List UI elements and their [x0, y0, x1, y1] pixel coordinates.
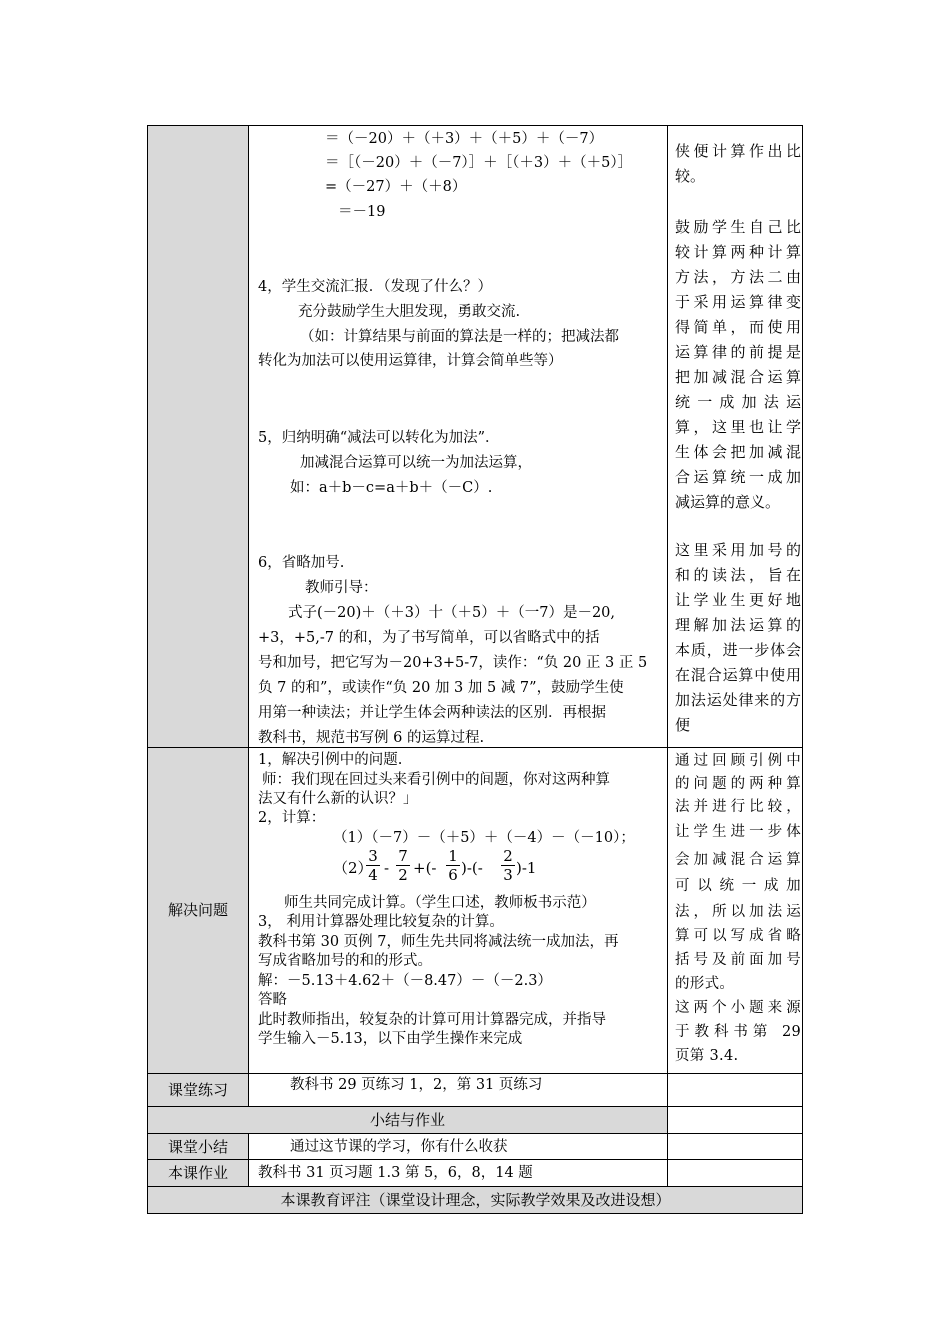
- fraction-denominator: 3: [503, 866, 513, 884]
- note-line: 鼓励学生自己比: [675, 218, 801, 236]
- note-line: 法，所以加法运: [675, 904, 801, 920]
- solve-line: 解：－5.13＋4.62＋（－8.47）－（－2.3）: [258, 973, 552, 989]
- table-border-top: [147, 125, 803, 126]
- note-line: 生体会把加减混: [675, 443, 801, 461]
- calc-line: ＝［（－20）＋（－7）］＋［（＋3）＋（＋5）］: [325, 155, 633, 171]
- step4-line: 充分鼓励学生大胆发现，勇敢交流.: [298, 304, 521, 320]
- fraction-numerator: 3: [366, 847, 380, 866]
- solve-line: 法又有什么新的认识？」: [258, 791, 418, 807]
- solve-line: 师生共同完成计算。（学生口述，教师板书示范）: [284, 895, 596, 911]
- column-divider-1: [248, 125, 249, 1107]
- step4-title: 4，学生交流汇报．（发现了什么？）: [258, 279, 492, 295]
- table-divider: [147, 1073, 803, 1074]
- step6-paragraph-line: 教科书，规范书写例 6 的运算过程.: [258, 730, 485, 746]
- column-divider-2: [667, 125, 668, 1187]
- expr-prefix: （2）: [333, 859, 373, 877]
- table-divider: [147, 1159, 803, 1160]
- note-line: 可以统一成加: [675, 878, 801, 894]
- note-line: 较。: [675, 167, 706, 185]
- note-line: 的问题的两种算: [675, 776, 801, 792]
- fraction: [501, 847, 515, 884]
- note-line: 法并进行比较，: [675, 799, 801, 815]
- note-line: 理解加法运算的: [675, 616, 801, 634]
- expr-operator: -: [384, 859, 390, 877]
- note-line: 会加减混合运算: [675, 852, 801, 868]
- note-line: 通过回顾引例中: [675, 753, 801, 769]
- note-line: 和的读法，旨在: [675, 566, 801, 584]
- column-divider-1: [248, 1133, 249, 1187]
- step6-line: 教师引导：: [305, 580, 378, 596]
- fraction-numerator: 1: [446, 847, 460, 866]
- fraction-numerator: 2: [501, 847, 515, 866]
- table-border-left: [147, 125, 148, 1213]
- solve-line: 师：我们现在回过头来看引例中的间题，你对这两种算: [262, 772, 610, 788]
- fraction-denominator: 6: [448, 866, 458, 884]
- table-divider: [147, 1106, 803, 1107]
- step6-paragraph-line: 负 7 的和”，或读作“负 20 加 3 加 5 减 7”，鼓励学生使: [258, 680, 624, 696]
- note-line: 加法运处律来的方便: [675, 691, 801, 734]
- note-line: 页第 3.4.: [675, 1048, 739, 1064]
- solve-line: 教科书第 30 页例 7，师生先共同将减法统一成加法，再: [258, 934, 619, 950]
- note-line: 让学生进一步体: [675, 824, 801, 840]
- note-line: 这两个小题来源: [675, 1000, 801, 1016]
- step6-paragraph-line: 式子(－20)＋（＋3）十（＋5）＋（一7）是－20,: [288, 605, 615, 621]
- homework-content: 教科书 31 页习题 1.3 第 5，6，8，14 题: [258, 1165, 533, 1181]
- solve-line: 写成省略加号的和的形式。: [258, 953, 432, 969]
- expr-operator: )-(-: [461, 859, 483, 877]
- section-label-summary: 课堂小结: [167, 1138, 228, 1156]
- calc-expression-1: （1）（－7）－（＋5）＋（－4）－（－10）；: [333, 830, 635, 846]
- section-label-solve-problem: 解决问题: [167, 901, 228, 919]
- solve-line: 学生输入－5.13，以下由学生操作来完成: [258, 1031, 523, 1047]
- note-line: 方法，方法二由: [675, 268, 801, 286]
- evaluation-header: 本课教育评注（课堂设计理念，实际教学效果及改进设想）: [280, 1191, 671, 1209]
- summary-homework-header: 小结与作业: [369, 1111, 445, 1129]
- left-column-shade: [148, 126, 248, 1074]
- step6-paragraph-line: +3，+5,-7 的和，为了书写简单，可以省略式中的括: [258, 630, 600, 646]
- solve-line: 2，计算：: [258, 810, 326, 826]
- note-line: 算，这里也让学: [675, 418, 801, 436]
- note-line: 较计算两种计算: [675, 243, 801, 261]
- calc-line: =（－27）＋（＋8）: [325, 179, 467, 195]
- note-line: 的形式。: [675, 976, 735, 992]
- fraction-numerator: 7: [396, 847, 410, 866]
- solve-line: 此时教师指出，较复杂的计算可用计算器完成，并指导: [258, 1012, 606, 1028]
- practice-content: 教科书 29 页练习 1，2，第 31 页练习: [290, 1077, 543, 1093]
- note-line: 这里采用加号的: [675, 541, 801, 559]
- expr-operator: )-1: [516, 859, 537, 877]
- step6-paragraph-line: 用第一种读法；并让学生体会两种读法的区别．再根据: [258, 705, 606, 721]
- note-line: 减运算的意义。: [675, 493, 781, 511]
- fraction-denominator: 2: [398, 866, 408, 884]
- note-line: 得简单，而使用: [675, 318, 801, 336]
- fraction: [366, 847, 380, 884]
- solve-line: 3， 利用计算器处理比较复杂的计算。: [258, 914, 504, 930]
- calc-line: ＝－19: [338, 204, 386, 220]
- calc-line: ＝（－20）＋（＋3）＋（＋5）＋（－7）: [325, 131, 604, 147]
- note-line: 侠便计算作出比: [675, 142, 801, 160]
- solve-line: 答略: [258, 992, 287, 1008]
- note-line: 让学业生更好地: [675, 591, 801, 609]
- note-line: 算可以写成省略: [675, 928, 801, 944]
- expr-operator: +(-: [413, 859, 437, 877]
- table-divider: [147, 1186, 803, 1187]
- note-line: 统一成加法运: [675, 393, 801, 411]
- section-label-practice: 课堂练习: [167, 1081, 228, 1099]
- table-divider: [147, 1133, 803, 1134]
- note-line: 合运算统一成加: [675, 468, 801, 486]
- fraction: [396, 847, 410, 884]
- note-line: 运算律的前提是: [675, 343, 801, 361]
- note-line: 括号及前面加号: [675, 952, 801, 968]
- step6-paragraph-line: 号和加号，把它写为－20+3+5-7，读作：“负 20 正 3 正 5: [258, 655, 648, 671]
- note-line: 把加减混合运算: [675, 368, 801, 386]
- table-border-right: [802, 125, 803, 1213]
- note-line: 于采用运算律变: [675, 293, 801, 311]
- step4-line: 转化为加法可以使用运算律，计算会简单些等）: [258, 353, 563, 369]
- step5-line: 如：a＋b－c=a＋b＋（－C）.: [290, 480, 493, 496]
- note-line: 于教科书第 29: [675, 1024, 801, 1040]
- note-line: 本质，进一步体会: [675, 641, 801, 659]
- fraction-denominator: 4: [368, 866, 378, 884]
- section-label-homework: 本课作业: [167, 1164, 228, 1182]
- step5-title: 5，归纳明确“减法可以转化为加法”．: [258, 430, 500, 446]
- table-border-bottom: [147, 1213, 803, 1214]
- fraction: [446, 847, 460, 884]
- summary-content: 通过这节课的学习，你有什么收获: [290, 1139, 508, 1155]
- step4-line: （如：计算结果与前面的算法是一样的；把减法都: [300, 329, 619, 345]
- step6-title: 6，省略加号.: [258, 555, 345, 571]
- step5-line: 加减混合运算可以统一为加法运算，: [300, 455, 532, 471]
- solve-line: 1，解决引例中的问题.: [258, 752, 403, 768]
- note-line: 在混合运算中使用: [675, 666, 801, 684]
